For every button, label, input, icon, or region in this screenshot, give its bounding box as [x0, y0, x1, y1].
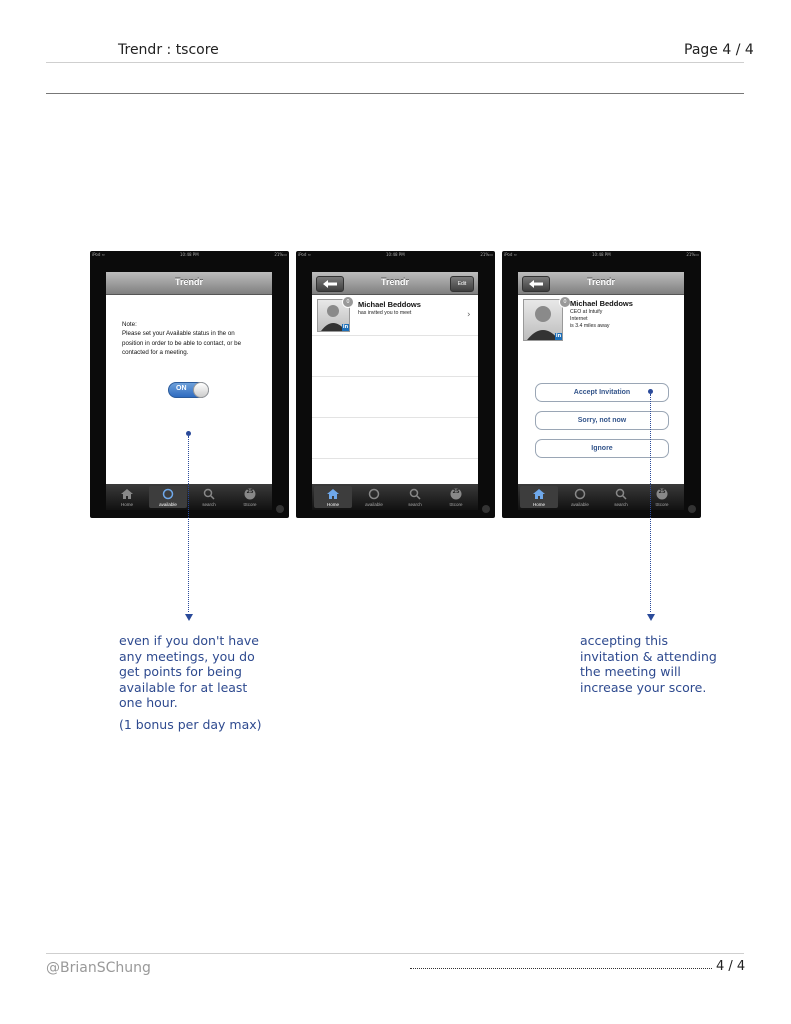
footer-author: @BrianSChung — [46, 960, 151, 976]
invite-name: Michael Beddows — [358, 300, 421, 309]
tab-search-label: search — [408, 502, 422, 507]
footer-page-number: 4 / 4 — [716, 959, 746, 974]
status-battery: 21%▭ — [686, 252, 699, 257]
document-title: Trendr : tscore — [118, 42, 219, 58]
status-time: 10:48 PM — [592, 252, 611, 257]
tab-tscore-label: tScore — [449, 502, 463, 507]
annotation-line: available for at least — [119, 679, 248, 695]
count-badge: 0 — [342, 296, 354, 308]
profile-distance: is 3.4 miles away — [570, 323, 610, 329]
note-label: Note: — [122, 321, 137, 328]
linkedin-badge: in — [342, 324, 349, 330]
toggle-label: ON — [176, 385, 187, 392]
tab-home-label: Home — [532, 502, 545, 507]
home-hardware-button[interactable] — [276, 505, 284, 513]
annotation-line: accepting this — [580, 633, 669, 648]
footer-leader-dots — [410, 968, 712, 969]
tab-search[interactable] — [396, 486, 434, 508]
accept-invitation-button[interactable]: Accept Invitation — [535, 383, 669, 402]
row-divider — [312, 417, 478, 418]
tab-tscore[interactable] — [437, 486, 475, 508]
home-icon — [326, 488, 340, 500]
arrow-down-icon — [185, 614, 193, 621]
annotation-line: invitation & attending — [580, 648, 717, 664]
tab-search[interactable] — [190, 486, 228, 508]
annotation-line: even if you don't have — [119, 633, 259, 648]
tscore-badge-value: 25 — [658, 489, 666, 495]
home-icon — [532, 488, 546, 500]
annotation-line: any meetings, you do — [119, 648, 255, 664]
row-divider — [312, 335, 478, 336]
nav-title: Trendr — [586, 277, 615, 287]
status-time: 10:48 PM — [180, 252, 199, 257]
sorry-not-now-button[interactable]: Sorry, not now — [535, 411, 669, 430]
header-rule — [46, 93, 744, 94]
annotation-right — [580, 633, 780, 695]
status-time: 10:48 PM — [386, 252, 405, 257]
chevron-right-icon: › — [467, 310, 471, 320]
count-badge: 0 — [559, 296, 571, 308]
annotation-line: get points for being — [119, 664, 242, 679]
tab-available[interactable] — [355, 486, 393, 508]
circle-icon — [573, 488, 587, 500]
profile-role: CEO at Intuify — [570, 309, 603, 315]
arrow-down-icon — [647, 614, 655, 621]
circle-icon — [161, 488, 175, 500]
home-icon — [120, 488, 134, 500]
linkedin-badge: in — [555, 333, 562, 339]
tab-search-label: search — [614, 502, 628, 507]
search-icon — [202, 488, 216, 500]
tab-available[interactable] — [561, 486, 599, 508]
search-icon — [614, 488, 628, 500]
row-divider — [312, 376, 478, 377]
available-toggle[interactable] — [168, 382, 209, 398]
tab-search-label: search — [202, 502, 216, 507]
connector-line-right — [650, 394, 651, 612]
tab-bar — [106, 484, 272, 510]
tab-available-label: available — [571, 502, 589, 507]
tab-bar — [312, 484, 478, 510]
tscore-badge-value: 25 — [246, 489, 254, 495]
annotation-line: one hour. — [119, 695, 178, 710]
edit-button[interactable]: Edit — [450, 276, 474, 292]
home-hardware-button[interactable] — [688, 505, 696, 513]
tab-available-label: available — [159, 502, 177, 507]
tab-home[interactable] — [314, 486, 352, 508]
profile-name: Michael Beddows — [570, 299, 633, 308]
tab-home[interactable] — [108, 486, 146, 508]
tab-tscore-label: tScore — [655, 502, 669, 507]
annotation-left — [119, 633, 319, 732]
invite-row[interactable] — [312, 296, 478, 334]
tab-bar — [518, 484, 684, 510]
phone-screen-invitation — [502, 251, 701, 518]
tscore-badge-value: 25 — [452, 489, 460, 495]
profile-industry: Internet — [570, 316, 588, 322]
status-battery: 21%▭ — [274, 252, 287, 257]
annotation-line: increase your score. — [580, 679, 707, 695]
status-carrier: iPod ≈ — [298, 252, 311, 257]
tab-home-label: Home — [120, 502, 133, 507]
tab-tscore[interactable] — [231, 486, 269, 508]
row-divider — [312, 458, 478, 459]
connector-line-left — [188, 436, 189, 612]
annotation-note: (1 bonus per day max) — [119, 716, 262, 732]
toggle-knob[interactable] — [193, 382, 209, 398]
tab-tscore-label: tScore — [243, 502, 257, 507]
circle-icon — [367, 488, 381, 500]
phone-screen-home — [296, 251, 495, 518]
screen-content — [312, 272, 478, 510]
nav-bar — [106, 272, 272, 295]
note-text: Please set your Available status in the on position in order to be able to contact, or be contacted for a meeting. — [122, 330, 242, 356]
status-battery: 21%▭ — [480, 252, 493, 257]
invite-text: has invited you to meet — [358, 310, 412, 316]
search-icon — [408, 488, 422, 500]
nav-title: Trendr — [380, 277, 409, 287]
tab-tscore[interactable] — [643, 486, 681, 508]
nav-bar — [312, 272, 478, 295]
page-number: Page 4 / 4 — [684, 42, 754, 58]
annotation-line: the meeting will — [580, 664, 681, 679]
screen-content — [518, 272, 684, 510]
avatar — [523, 299, 563, 341]
tab-available[interactable] — [149, 486, 187, 508]
tab-search[interactable] — [602, 486, 640, 508]
header-divider — [46, 62, 744, 63]
screen-content — [106, 272, 272, 510]
tab-home-label: Home — [326, 502, 339, 507]
phone-screen-available — [90, 251, 289, 518]
nav-bar — [518, 272, 684, 295]
ignore-button[interactable]: Ignore — [535, 439, 669, 458]
tab-available-label: available — [365, 502, 383, 507]
tab-home[interactable] — [520, 486, 558, 508]
home-hardware-button[interactable] — [482, 505, 490, 513]
status-carrier: iPod ≈ — [92, 252, 105, 257]
nav-title: Trendr — [174, 277, 203, 287]
status-carrier: iPod ≈ — [504, 252, 517, 257]
footer-divider — [46, 953, 744, 954]
